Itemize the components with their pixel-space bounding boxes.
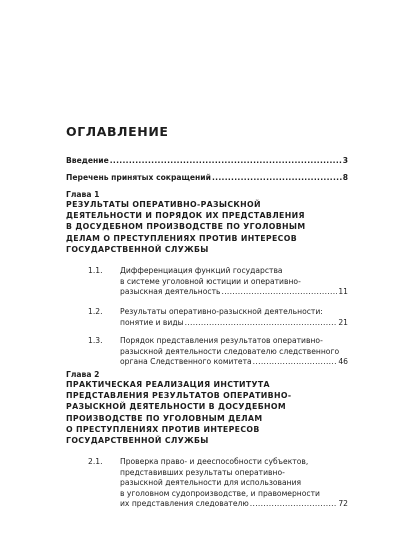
chapter-label: Глава 1 (66, 190, 100, 199)
entry-page: 21 (338, 317, 348, 327)
chapter-title-line: ДЕЯТЕЛЬНОСТИ И ПОРЯДОК ИХ ПРЕДСТАВЛЕНИЯ (66, 211, 305, 221)
entry-page: 8 (342, 173, 348, 182)
entry-line: Порядок представления результатов оперативно- (120, 336, 323, 345)
entry-line: Дифференциация функций государства (120, 266, 283, 275)
chapter-title-line: ПРОИЗВОДСТВЕ ПО УГОЛОВНЫМ ДЕЛАМ (66, 413, 263, 423)
chapter-title-line: ДЕЛАМ О ПРЕСТУПЛЕНИЯХ ПРОТИВ ИНТЕРЕСОВ (66, 233, 298, 243)
leader-dots (253, 357, 338, 368)
entry-line: представивших результаты оперативно- (120, 467, 285, 477)
leader-dots (250, 499, 338, 510)
entry-line: в системе уголовной юстиции и оперативно- (120, 276, 301, 286)
entry-page: 11 (338, 287, 348, 297)
section-number: 2.1. (88, 457, 103, 466)
chapter-title-line: РАЗЫСКНОЙ ДЕЯТЕЛЬНОСТИ В ДОСУДЕБНОМ (66, 402, 286, 412)
leader-dots (185, 318, 338, 329)
chapter-title-line: В ДОСУДЕБНОМ ПРОИЗВОДСТВЕ ПО УГОЛОВНЫМ (66, 222, 306, 232)
toc-entry-abbreviations[interactable] (66, 173, 348, 183)
entry-page: 46 (338, 357, 348, 367)
entry-line: разыскной деятельности для использования (120, 478, 302, 488)
entry-title: Перечень принятых сокращений (66, 173, 211, 182)
chapter-title-line: ПРЕДСТАВЛЕНИЯ РЕЗУЛЬТАТОВ ОПЕРАТИВНО- (66, 391, 292, 401)
toc-entry-section-1-3[interactable] (120, 336, 348, 368)
entry-line: разыскная деятельность (120, 287, 221, 297)
toc-entry-section-1-1[interactable] (120, 266, 348, 298)
section-number: 1.3. (88, 336, 103, 345)
entry-line: в уголовном судопроизводстве, и правомерности (120, 488, 320, 498)
chapter-title-line: О ПРЕСТУПЛЕНИЯХ ПРОТИВ ИНТЕРЕСОВ (66, 424, 260, 434)
leader-dots (212, 173, 342, 183)
page-title: ОГЛАВЛЕНИЕ (66, 124, 169, 139)
chapter-title-line: ПРАКТИЧЕСКАЯ РЕАЛИЗАЦИЯ ИНСТИТУТА (66, 380, 270, 389)
chapter-title[interactable] (66, 199, 356, 255)
section-number: 1.2. (88, 307, 103, 316)
toc-entry-section-1-2[interactable] (120, 307, 348, 328)
toc-entry-introduction[interactable] (66, 156, 348, 166)
chapter-title-line: ГОСУДАРСТВЕННОЙ СЛУЖБЫ (66, 244, 209, 254)
entry-page: 3 (342, 156, 348, 165)
chapter-title-line: ГОСУДАРСТВЕННОЙ СЛУЖБЫ (66, 436, 209, 446)
entry-line: Результаты оперативно-разыскной деятельности: (120, 307, 323, 316)
chapter-label: Глава 2 (66, 370, 100, 379)
toc-entry-section-2-1[interactable] (120, 457, 348, 510)
entry-line: органа Следственного комитета (120, 357, 252, 367)
entry-line: разыскной деятельности следователю следственного (120, 346, 340, 356)
chapter-title[interactable] (66, 379, 356, 446)
entry-page: 72 (338, 499, 348, 509)
entry-line: понятие и виды (120, 317, 184, 327)
entry-line: Проверка право- и дееспособности субъектов, (120, 457, 309, 466)
section-number: 1.1. (88, 266, 103, 275)
leader-dots (221, 287, 337, 298)
entry-line: их представления следователю (120, 499, 249, 509)
chapter-title-line: РЕЗУЛЬТАТЫ ОПЕРАТИВНО-РАЗЫСКНОЙ (66, 200, 261, 209)
entry-title: Введение (66, 156, 109, 165)
leader-dots (110, 156, 342, 166)
